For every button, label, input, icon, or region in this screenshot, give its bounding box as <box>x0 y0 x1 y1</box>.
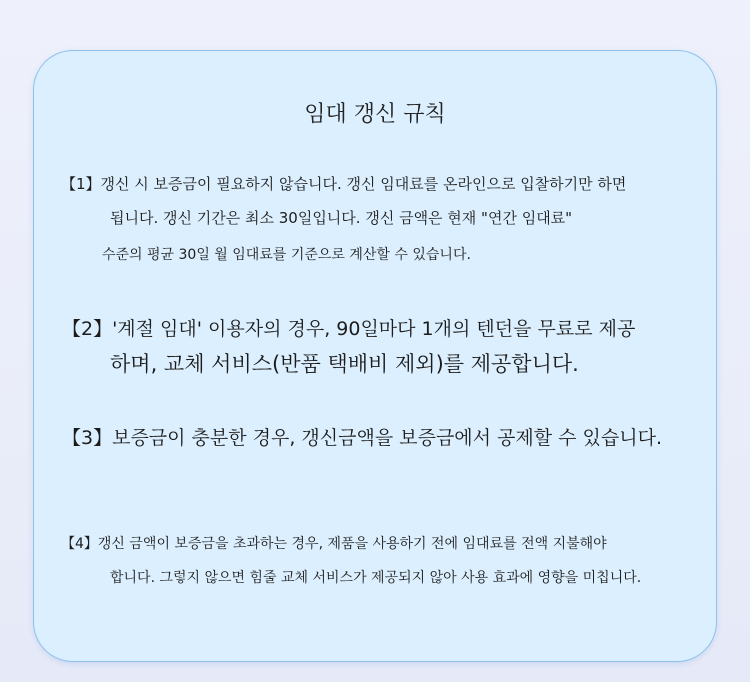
rule-4-line-2: 합니다. 그렇지 않으면 힘줄 교체 서비스가 제공되지 않아 사용 효과에 영향을 미칩니다. <box>110 570 642 586</box>
rule-3-line-1: 【3】보증금이 충분한 경우, 갱신금액을 보증금에서 공제할 수 있습니다. <box>62 427 663 449</box>
rule-1-line-1: 【1】갱신 시 보증금이 필요하지 않습니다. 갱신 임대료를 온라인으로 입찰하기만 하면 <box>61 175 627 193</box>
rule-1-line-2: 됩니다. 갱신 기간은 최소 30일입니다. 갱신 금액은 현재 "연간 임대료" <box>110 209 573 227</box>
rules-card <box>33 50 717 662</box>
page-title: 임대 갱신 규칙 <box>304 102 446 127</box>
rule-2-line-2: 하며, 교체 서비스(반품 택배비 제외)를 제공합니다. <box>110 352 579 376</box>
rule-2-line-1: 【2】'계절 임대' 이용자의 경우, 90일마다 1개의 텐던을 무료로 제공 <box>62 318 636 340</box>
rule-1-line-3: 수준의 평균 30일 월 임대료를 기준으로 계산할 수 있습니다. <box>102 247 471 263</box>
rule-4-line-1: 【4】갱신 금액이 보증금을 초과하는 경우, 제품을 사용하기 전에 임대료를 전액 지불해야 <box>61 536 607 552</box>
